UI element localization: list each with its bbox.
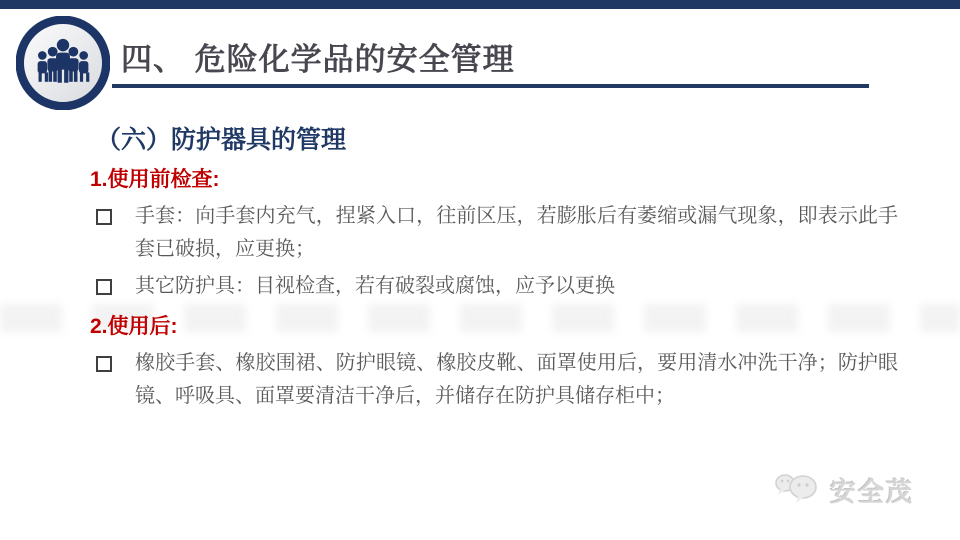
people-group-icon [16, 16, 110, 110]
bullet-text: 手套：向手套内充气，捏紧入口，往前区压，若膨胀后有萎缩或漏气现象，即表示此手套已破损，应更换； [135, 205, 898, 260]
bullet-text: 橡胶手套、橡胶围裙、防护眼镜、橡胶皮靴、面罩使用后，要用清水冲洗干净；防护眼镜、呼吸具、面罩要清洁干净后，并储存在防护具储存柜中； [135, 352, 898, 407]
list-item [90, 347, 898, 413]
checkbox-bullet-icon [96, 279, 112, 295]
list-item [90, 200, 898, 266]
section-title: （六）防护器具的管理 [96, 126, 347, 154]
slide-body [90, 166, 898, 417]
brand-name: 安全茂 [829, 477, 914, 507]
checkbox-bullet-icon [96, 209, 112, 225]
wechat-chat-bubbles-icon [774, 469, 822, 512]
bullet-text: 其它防护具：目视检查，若有破裂或腐蚀，应予以更换 [135, 275, 615, 297]
checkbox-bullet-icon [96, 356, 112, 372]
heading-after-use: 2.使用后: [90, 315, 178, 338]
heading-before-use: 1.使用前检查: [90, 168, 220, 191]
list-item [90, 270, 898, 303]
brand-watermark [774, 469, 914, 512]
top-accent-bar [0, 0, 960, 9]
slide-title: 四、 危险化学品的安全管理 [121, 42, 515, 77]
title-underline [112, 84, 869, 88]
